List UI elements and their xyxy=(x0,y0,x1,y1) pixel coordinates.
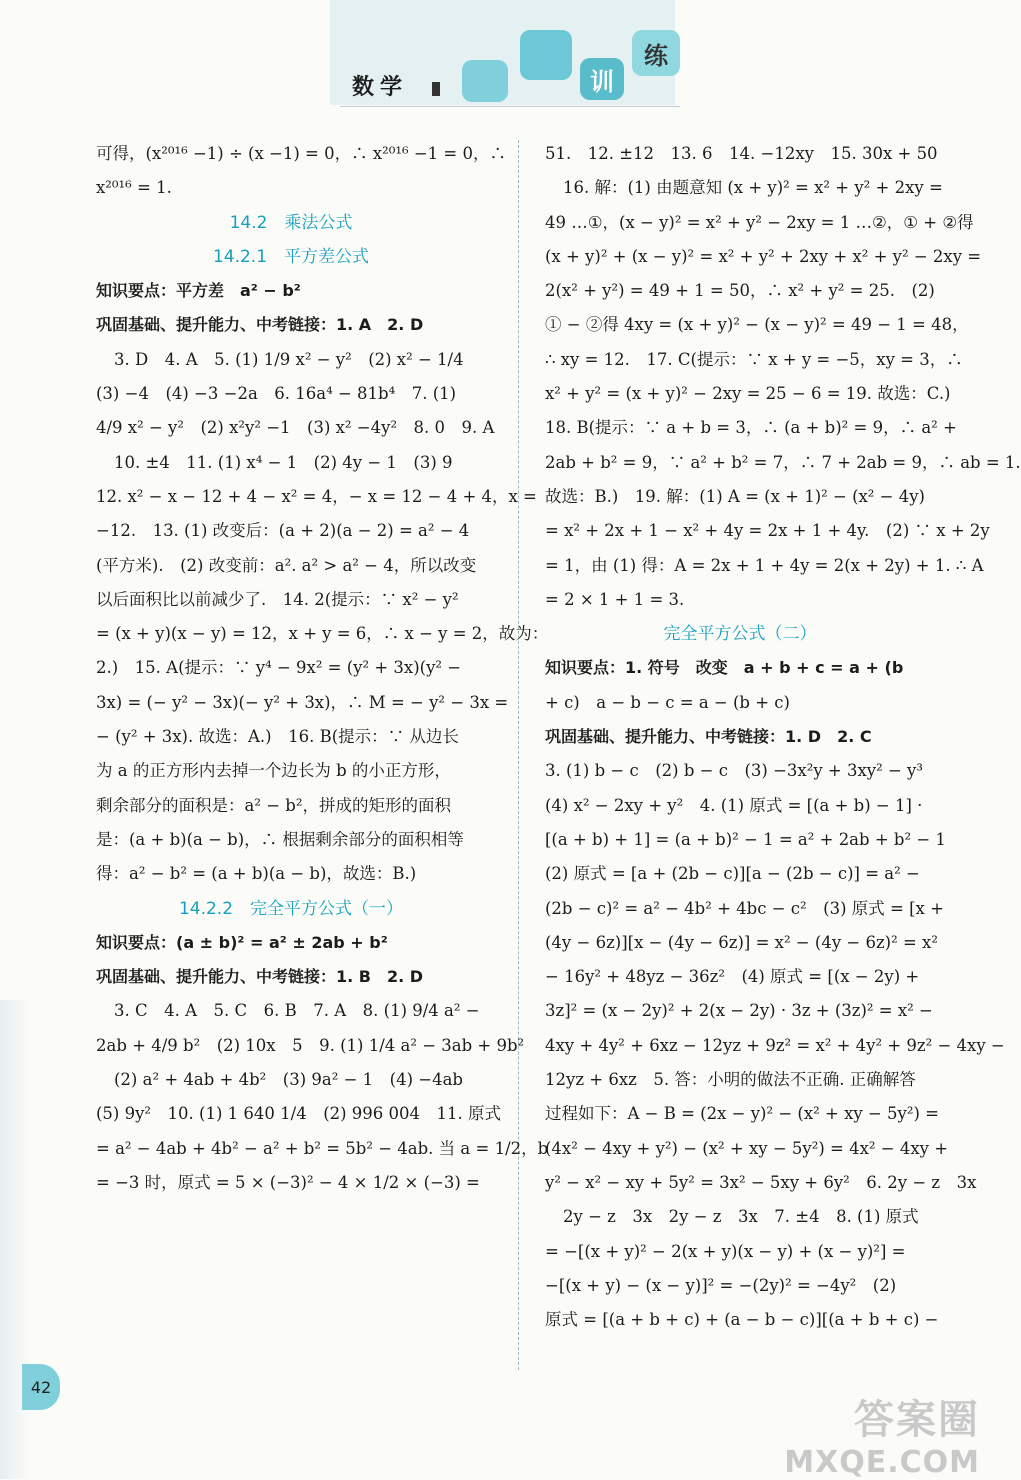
left-column xyxy=(96,137,549,1200)
answer-line: y² − x² − xy + 5y² = 3x² − 5xy + 6y² 6. 2y − z 3x xyxy=(545,1172,977,1192)
answer-line: (4y − 6z)][x − (4y − 6z)] = x² − (4y − 6z)² = x² xyxy=(545,932,938,952)
answer-line: (3) −4 (4) −3 −2a 6. 16a⁴ − 81b⁴ 7. (1) xyxy=(96,384,457,404)
key-point-line: 巩固基础、提升能力、中考链接：1. D 2. C xyxy=(545,727,872,747)
answer-line: 故选：B.) 19. 解：(1) A = (x + 1)² − (x² − 4y) xyxy=(545,486,925,506)
answer-line: (2b − c)² = a² − 4b² + 4bc − c² (3) 原式 = [x + xyxy=(545,898,944,918)
answer-line: −12. 13. (1) 改变后：(a + 2)(a − 2) = a² − 4 xyxy=(96,521,470,541)
answer-line: = −[(x + y)² − 2(x + y)(x − y) + (x − y)²] = xyxy=(545,1241,906,1261)
answer-line: x²⁰¹⁶ = 1. xyxy=(96,178,172,198)
section-heading: 14.2 乘法公式 xyxy=(229,212,353,233)
answer-line: 51. 12. ±12 13. 6 14. −12xy 15. 30x + 50 xyxy=(545,144,938,163)
answer-line: (2) a² + 4ab + 4b² (3) 9a² − 1 (4) −4ab xyxy=(114,1070,463,1090)
answer-line: −[(x + y) − (x − y)]² = −(2y)² = −4y² (2) xyxy=(545,1275,897,1295)
answer-line: 2y − z 3x 2y − z 3x 7. ±4 8. (1) 原式 xyxy=(563,1207,919,1227)
key-point-line: 知识要点：平方差 a² − b² xyxy=(96,281,301,301)
answer-line: 可得，(x²⁰¹⁶ −1) ÷ (x −1) = 0，∴ x²⁰¹⁶ −1 = 0，∴ xyxy=(96,144,506,163)
header-mark xyxy=(432,82,440,96)
watermark xyxy=(784,1388,980,1480)
answer-line: = 1，由 (1) 得：A = 2x + 1 + 4y = 2(x + 2y) + 1. ∴ A xyxy=(545,555,984,575)
answer-line: 18. B(提示：∵ a + b = 3，∴ (a + b)² = 9，∴ a² + xyxy=(545,418,957,438)
subject-title: 数学 xyxy=(352,75,409,100)
answer-line: 是：(a + b)(a − b)，∴ 根据剩余部分的面积相等 xyxy=(96,829,464,849)
key-point-line: 知识要点：(a ± b)² = a² ± 2ab + b² xyxy=(96,932,388,952)
answer-line: 以后面积比以前减少了. 14. 2(提示：∵ x² − y² xyxy=(96,589,459,609)
key-point-line: 巩固基础、提升能力、中考链接：1. A 2. D xyxy=(96,315,424,335)
column-divider xyxy=(518,140,519,1370)
answer-line: 12yz + 6xz 5. 答：小明的做法不正确. 正确解答 xyxy=(545,1070,916,1090)
header-square-4: 练 xyxy=(632,30,680,76)
answer-line: [(a + b) + 1] = (a + b)² − 1 = a² + 2ab + b² − 1 xyxy=(545,829,946,849)
watermark-url: MXQE.COM xyxy=(784,1445,980,1480)
answer-line: 3. D 4. A 5. (1) 1/9 x² − y² (2) x² − 1/4 xyxy=(114,349,464,369)
answer-line: 3. (1) b − c (2) b − c (3) −3x²y + 3xy² − y³ xyxy=(545,761,923,781)
answer-line: 2(x² + y²) = 49 + 1 = 50，∴ x² + y² = 25. (2) xyxy=(545,281,935,301)
answer-line: 剩余部分的面积是：a² − b²，拼成的矩形的面积 xyxy=(96,795,451,815)
answer-line: 3x) = (− y² − 3x)(− y² + 3x)，∴ M = − y² − 3x = xyxy=(96,692,509,712)
answer-line: = (x + y)(x − y) = 12，x + y = 6，∴ x − y = 2，故为： xyxy=(96,624,549,644)
answer-line: = x² + 2x + 1 − x² + 4y = 2x + 1 + 4y. (2) ∵ x + 2y xyxy=(545,521,990,541)
answer-line: (4) x² − 2xy + y² 4. (1) 原式 = [(a + b) − 1] · xyxy=(545,795,923,815)
answer-line: ① − ②得 4xy = (x + y)² − (x − y)² = 49 − 1 = 48， xyxy=(545,315,969,335)
page-number: 42 xyxy=(22,1364,60,1410)
watermark-logo-text: 答案圈 xyxy=(854,1397,980,1443)
answer-line: (2) 原式 = [a + (2b − c)][a − (2b − c)] = a² − xyxy=(545,864,920,884)
answer-line: 2ab + b² = 9，∵ a² + b² = 7，∴ 7 + 2ab = 9，∴ ab = 1. xyxy=(545,452,1021,472)
header-square-2 xyxy=(520,30,572,80)
page-header xyxy=(0,0,1000,120)
answer-line: (5) 9y² 10. (1) 1 640 1/4 (2) 996 004 11. 原式 xyxy=(96,1104,502,1124)
answer-line: 12. x² − x − 12 + 4 − x² = 4，− x = 12 − 4 + 4，x = xyxy=(96,486,537,506)
answer-line: 4xy + 4y² + 6xz − 12yz + 9z² = x² + 4y² + 9z² − 4xy − xyxy=(545,1035,1005,1055)
answer-line: 得：a² − b² = (a + b)(a − b)，故选：B.) xyxy=(96,864,417,884)
answer-line: − (y² + 3x). 故选：A.) 16. B(提示：∵ 从边长 xyxy=(96,727,459,747)
answer-line: ∴ xy = 12. 17. C(提示：∵ x + y = −5，xy = 3，∴ xyxy=(545,349,963,369)
answer-line: (4x² − 4xy + y²) − (x² + xy − 5y²) = 4x² − 4xy + xyxy=(545,1138,949,1158)
answer-line: − 16y² + 48yz − 36z² (4) 原式 = [(x − 2y) + xyxy=(545,967,920,987)
answer-line: 3. C 4. A 5. C 6. B 7. A 8. (1) 9/4 a² − xyxy=(114,1001,480,1021)
key-point-line: 巩固基础、提升能力、中考链接：1. B 2. D xyxy=(96,967,424,987)
section-heading: 14.2.2 完全平方公式（一） xyxy=(178,898,404,919)
answer-line: 原式 = [(a + b + c) + (a − b − c)][(a + b + c) − xyxy=(545,1310,939,1330)
answer-line: = 2 × 1 + 1 = 3. xyxy=(545,589,685,609)
answer-line: 3z]² = (x − 2y)² + 2(x − 2y) · 3z + (3z)² = x² − xyxy=(545,1001,933,1021)
answer-line: = a² − 4ab + 4b² − a² + b² = 5b² − 4ab. 当 a = 1/2，b xyxy=(96,1138,549,1158)
answer-line: 2ab + 4/9 b² (2) 10x 5 9. (1) 1/4 a² − 3ab + 9b² xyxy=(96,1035,525,1055)
section-heading: 14.2.1 平方差公式 xyxy=(212,246,370,267)
answer-line: 2.) 15. A(提示：∵ y⁴ − 9x² = (y² + 3x)(y² − xyxy=(96,658,462,678)
answer-line: = −3 时，原式 = 5 × (−3)² − 4 × 1/2 × (−3) = xyxy=(96,1172,480,1192)
answer-line: (平方米). (2) 改变前：a². a² > a² − 4，所以改变 xyxy=(96,555,477,575)
answer-line: (x + y)² + (x − y)² = x² + y² + 2xy + x² + y² − 2xy = xyxy=(545,246,982,266)
answer-line: 4/9 x² − y² (2) x²y² −1 (3) x² −4y² 8. 0 9. A xyxy=(96,418,495,438)
answer-line: 过程如下：A − B = (2x − y)² − (x² + xy − 5y²) = xyxy=(545,1104,939,1124)
answer-line: 为 a 的正方形内去掉一个边长为 b 的小正方形， xyxy=(96,761,451,781)
header-rule xyxy=(340,106,680,107)
answer-line: x² + y² = (x + y)² − 2xy = 25 − 6 = 19. 故选：C.) xyxy=(545,384,951,404)
answer-line: 16. 解：(1) 由题意知 (x + y)² = x² + y² + 2xy = xyxy=(563,178,943,198)
right-column xyxy=(545,137,1021,1337)
answer-line: 10. ±4 11. (1) x⁴ − 1 (2) 4y − 1 (3) 9 xyxy=(114,452,453,472)
header-square-1 xyxy=(462,60,508,102)
key-point-line: 知识要点：1. 符号 改变 a + b + c = a + (b xyxy=(545,658,904,678)
answer-line: 49 …①，(x − y)² = x² + y² − 2xy = 1 …②，① + ②得 xyxy=(545,212,974,232)
section-heading: 完全平方公式（二） xyxy=(663,624,817,645)
answer-line: + c) a − b − c = a − (b + c) xyxy=(545,692,790,712)
header-square-3: 训 xyxy=(580,58,624,100)
